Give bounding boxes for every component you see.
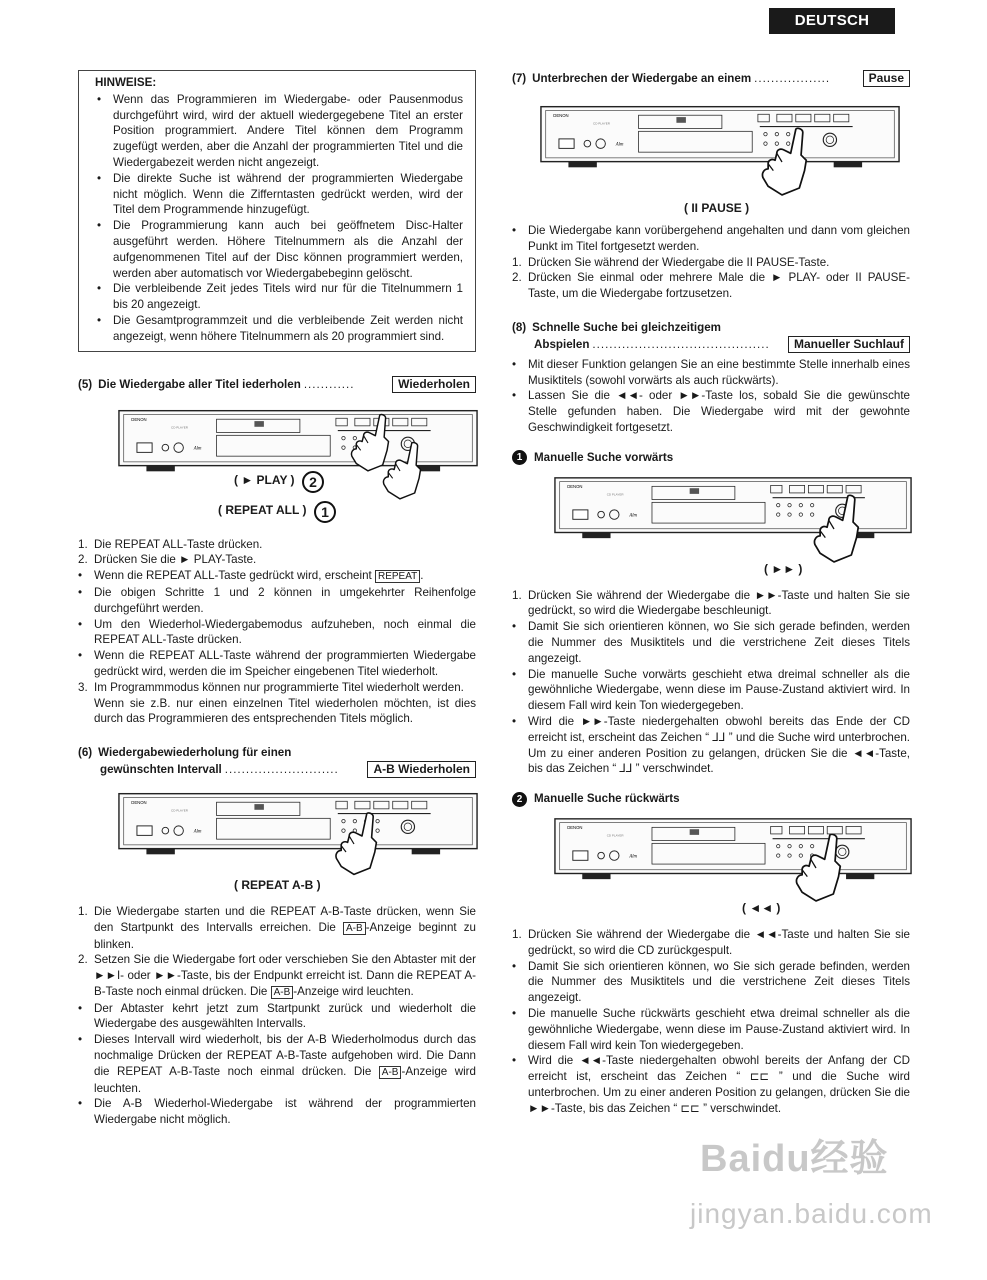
note-item: • Wenn das Programmieren im Wiedergabe- oder Pausenmodus durchgeführt wird, wird der aktuell wiedergegebene Titel an erster Position programmiert. Andere Titel können dem Programm zugefügt werden, aber die Anzahl der programmierten Titel und die Wiedergabezeit werden nicht angezeigt.	[95, 92, 463, 171]
caption-repeat-all: ( REPEAT ALL )	[218, 502, 307, 517]
right-column	[512, 70, 910, 1116]
section-tag: Manueller Suchlauf	[788, 336, 910, 353]
leader-dots: ............	[303, 377, 355, 391]
list-item: • Dieses Intervall wird wiederholt, bis der A-B Wiederholmodus durch das nochmalige Drücken der REPEAT A-B-Taste aufgehoben wird. Die Dann die REPEAT A-B-Taste noch einmal drücken. Die A-B -Anzeige wird leuchten.	[78, 1033, 476, 1095]
leader-dots: ...........................	[224, 763, 339, 777]
hand-pointer-icon	[790, 833, 842, 903]
cd-player-illustration	[118, 409, 478, 473]
subsection-title: Manuelle Suche rückwärts	[534, 792, 680, 806]
section-7-list	[512, 223, 910, 302]
section-8-list	[512, 357, 910, 436]
section-5-heading	[78, 376, 476, 393]
list-item: 1. Die REPEAT ALL-Taste drücken.	[78, 537, 263, 551]
step-circle-2: 2	[302, 471, 324, 493]
subsection-number: 1	[512, 450, 527, 465]
list-item: 3. Im Programmmodus können nur programmierte Titel wiederholt werden.	[78, 680, 464, 694]
leader-dots: ..........................................	[592, 337, 770, 351]
list-item: • Lassen Sie die ◄◄- oder ►►-Taste los, sobald Sie die gewünschte Stelle gefunden haben. Die Wiedergabe wird mit der gewohnte Geschwindigkeit fortgesetzt.	[512, 389, 910, 434]
lcd-indicator: A-B	[379, 1066, 402, 1079]
note-item: • Die Gesamtprogrammzeit und die verbleibende Zeit werden nicht angezeigt, wenn höhere Titelnummern als 20 programmiert sind.	[95, 313, 463, 345]
illustration-repeat-all	[78, 393, 476, 533]
section-7-heading	[512, 70, 910, 87]
hand-pointer-icon	[346, 413, 390, 473]
list-item: 2. Setzen Sie die Wiedergabe fort oder verschieben Sie den Abtaster mit der ►►I- oder ►►-Taste, bis der Endpunkt erreicht ist. Dann die REPEAT A-B-Taste noch einmal drücken. Die A-B -Anzeige wird leuchten.	[78, 953, 476, 998]
hand-pointer-icon	[756, 127, 808, 197]
section-6-heading	[78, 745, 476, 778]
section-title: Unterbrechen der Wiedergabe an einem	[532, 72, 752, 86]
list-item: • Der Abtaster kehrt jetzt zum Startpunkt zurück und wiederholt die Wiedergabe des ausgewählten Intervalls.	[78, 1001, 476, 1031]
section-number: (8)	[512, 320, 527, 334]
section-5-list	[78, 537, 476, 728]
list-item: • Wenn die REPEAT ALL-Taste gedrückt wird, erscheint REPEAT .	[78, 569, 424, 583]
note-item: • Die direkte Suche ist während der programmierten Wiedergabe nicht möglich. Wenn die Zifferntasten gedrückt werden, wird der Titel dem Programmende hinzugefügt.	[95, 171, 463, 218]
section-title: gewünschten Intervall	[100, 763, 222, 777]
hand-pointer-icon	[808, 494, 860, 564]
list-item: • Mit dieser Funktion gelangen Sie an eine bestimmte Stelle innerhalb eines Musiktitels (sowohl vorwärts als auch rückwärts).	[512, 357, 910, 387]
lcd-indicator: A-B	[271, 986, 294, 999]
notes-title: HINWEISE:	[95, 76, 157, 89]
left-column	[78, 70, 476, 1128]
illustration-forward	[512, 466, 910, 584]
illustration-backward	[512, 807, 910, 923]
subsection-backward-heading	[512, 791, 910, 807]
caption-backward: ( ◄◄ )	[742, 900, 781, 915]
section-title: Wiedergabewiederholung für einen	[98, 746, 292, 760]
list-item: • Wenn die REPEAT ALL-Taste während der programmierten Wiedergabe gedrückt wird, werden die im Speicher eingebenen Titel wiederholt.	[78, 649, 476, 678]
language-tab: DEUTSCH	[769, 8, 895, 34]
watermark-logo: Baidu经验	[700, 1138, 889, 1180]
step-circle-1: 1	[314, 501, 336, 523]
caption-pause: ( II PAUSE )	[684, 201, 750, 215]
note-item: • Die Programmierung kann auch bei geöffnetem Disc-Halter ausgeführt werden. Höhere Titelnummern als die Anzahl der aufgenommenen Titel auf der Disc können programmiert werden, werden aber automatisch vor Wiedergabebeginn gelöscht.	[95, 218, 463, 281]
list-item: 1. Drücken Sie während der Wiedergabe die ◄◄-Taste und halten Sie sie gedrückt, so wird die CD zurückgespult.	[512, 927, 910, 957]
subsection-title: Manuelle Suche vorwärts	[534, 450, 674, 464]
list-item: • Die obigen Schritte 1 und 2 können in umgekehrter Reihenfolge durchgeführt werden.	[78, 585, 476, 615]
list-item: • Die A-B Wiederhol-Wiedergabe ist während der programmierten Wiedergabe nicht möglich.	[78, 1097, 476, 1127]
cd-player-illustration	[540, 105, 900, 169]
list-item: • Die Wiedergabe kann vorübergehend angehalten und dann vom gleichen Punkt im Titel fortgesetzt werden.	[512, 224, 910, 253]
backward-list	[512, 927, 910, 1117]
notes-box	[78, 70, 476, 352]
hand-pointer-icon	[330, 812, 378, 876]
lcd-indicator: A-B	[343, 922, 366, 935]
caption-forward: ( ►► )	[764, 561, 803, 576]
subsection-number: 2	[512, 792, 527, 807]
list-item: 2. Drücken Sie die ► PLAY-Taste.	[78, 553, 257, 567]
subsection-forward-heading	[512, 450, 910, 466]
list-item: • Um den Wiederhol-Wiedergabemodus aufzuheben, noch einmal die REPEAT ALL-Taste drücken.	[78, 617, 476, 647]
forward-list	[512, 588, 910, 778]
list-item: 1. Drücken Sie während der Wiedergabe die II PAUSE-Taste.	[512, 255, 830, 269]
list-item: • Wird die ◄◄-Taste niedergehalten obwohl bereits der Anfang der CD erreicht ist, erscheint das Zeichen “ ⊏⊏ ” und die Suche wird unterbrochen. Um zu einer anderen Position zu gelangen, drücken Sie die ►►-Taste, bis das Zeichen “ ⊏⊏ ” verschwindet.	[512, 1054, 910, 1115]
cd-player-illustration	[118, 792, 478, 856]
illustration-pause	[512, 87, 910, 219]
section-title: Die Wiedergabe aller Titel iederholen	[98, 377, 301, 391]
list-item: 1. Die Wiedergabe starten und die REPEAT A-B-Taste drücken, wenn Sie den Startpunkt des Intervalls erreichen. Die A-B -Anzeige beginnt zu blinken.	[78, 904, 476, 951]
note-item: • Die verbleibende Zeit jedes Titels wird nur für die Titelnummern 1 bis 20 angezeigt.	[95, 281, 463, 313]
list-item: • Die manuelle Suche vorwärts geschieht etwa dreimal schneller als die gewöhnliche Wiedergabe, wenn diese im Pause-Zustand aktiviert wird. In diesem Fall wird kein Ton wiedergegeben.	[512, 667, 910, 713]
watermark-url: jingyan.baidu.com	[690, 1198, 933, 1229]
list-item: • Wird die ►►-Taste niedergehalten obwohl bereits das Ende der CD erreicht ist, erscheint das Zeichen “ ⅃⅃ ” und die Suche wird unterbrochen. Um zu einer anderen Position zu gelangen, drücken Sie die ◄◄-Taste, bis das Zeichen “ ⅃⅃ ” verschwindet.	[512, 714, 910, 776]
leader-dots: ..................	[754, 72, 831, 86]
caption-play: ( ► PLAY )	[234, 472, 295, 487]
list-item: • Damit Sie sich orientieren können, wo Sie sich gerade befinden, werden die Nummer des Musiktitels und die verstrichene Zeit dieses Titels angezeigt.	[512, 959, 910, 1005]
list-item: 2. Drücken Sie einmal oder mehrere Male die ► PLAY- oder II PAUSE-Taste, um die Wiedergabe fortzusetzen.	[512, 271, 910, 301]
notes-list	[95, 92, 463, 345]
caption-repeat-ab: ( REPEAT A-B )	[234, 877, 321, 892]
list-item: • Die manuelle Suche rückwärts geschieht etwa dreimal schneller als die gewöhnliche Wiedergabe, wenn diese im Pause-Zustand aktiviert wird. In diesem Fall wird kein Ton wiedergegeben.	[512, 1006, 910, 1052]
illustration-repeat-ab	[78, 778, 476, 900]
section-number: (7)	[512, 72, 527, 86]
lcd-indicator: REPEAT	[375, 570, 420, 583]
section-8-heading	[512, 320, 910, 353]
section-tag: A-B Wiederholen	[367, 761, 476, 778]
list-item: 1. Drücken Sie während der Wiedergabe die ►►-Taste und halten Sie sie gedrückt, so wird die Wiedergabe beschleunigt.	[512, 588, 910, 618]
section-tag: Wiederholen	[392, 376, 476, 393]
list-item: • Damit Sie sich orientieren können, wo Sie sich gerade befinden, werden die Nummer des Musiktitels und die verstrichene Zeit dieses Titels angezeigt.	[512, 620, 910, 665]
section-title: Schnelle Suche bei gleichzeitigem	[532, 320, 721, 334]
list-item: Wenn sie z.B. nur einen einzelnen Titel wiederholen möchten, ist dies durch das Programmieren des entsprechenden Titels möglich.	[94, 696, 476, 726]
section-tag: Pause	[863, 70, 910, 87]
cd-player-illustration	[554, 817, 912, 881]
section-title: Abspielen	[534, 337, 590, 351]
section-6-list	[78, 904, 476, 1128]
section-number: (5)	[78, 377, 93, 391]
section-number: (6)	[78, 746, 93, 760]
